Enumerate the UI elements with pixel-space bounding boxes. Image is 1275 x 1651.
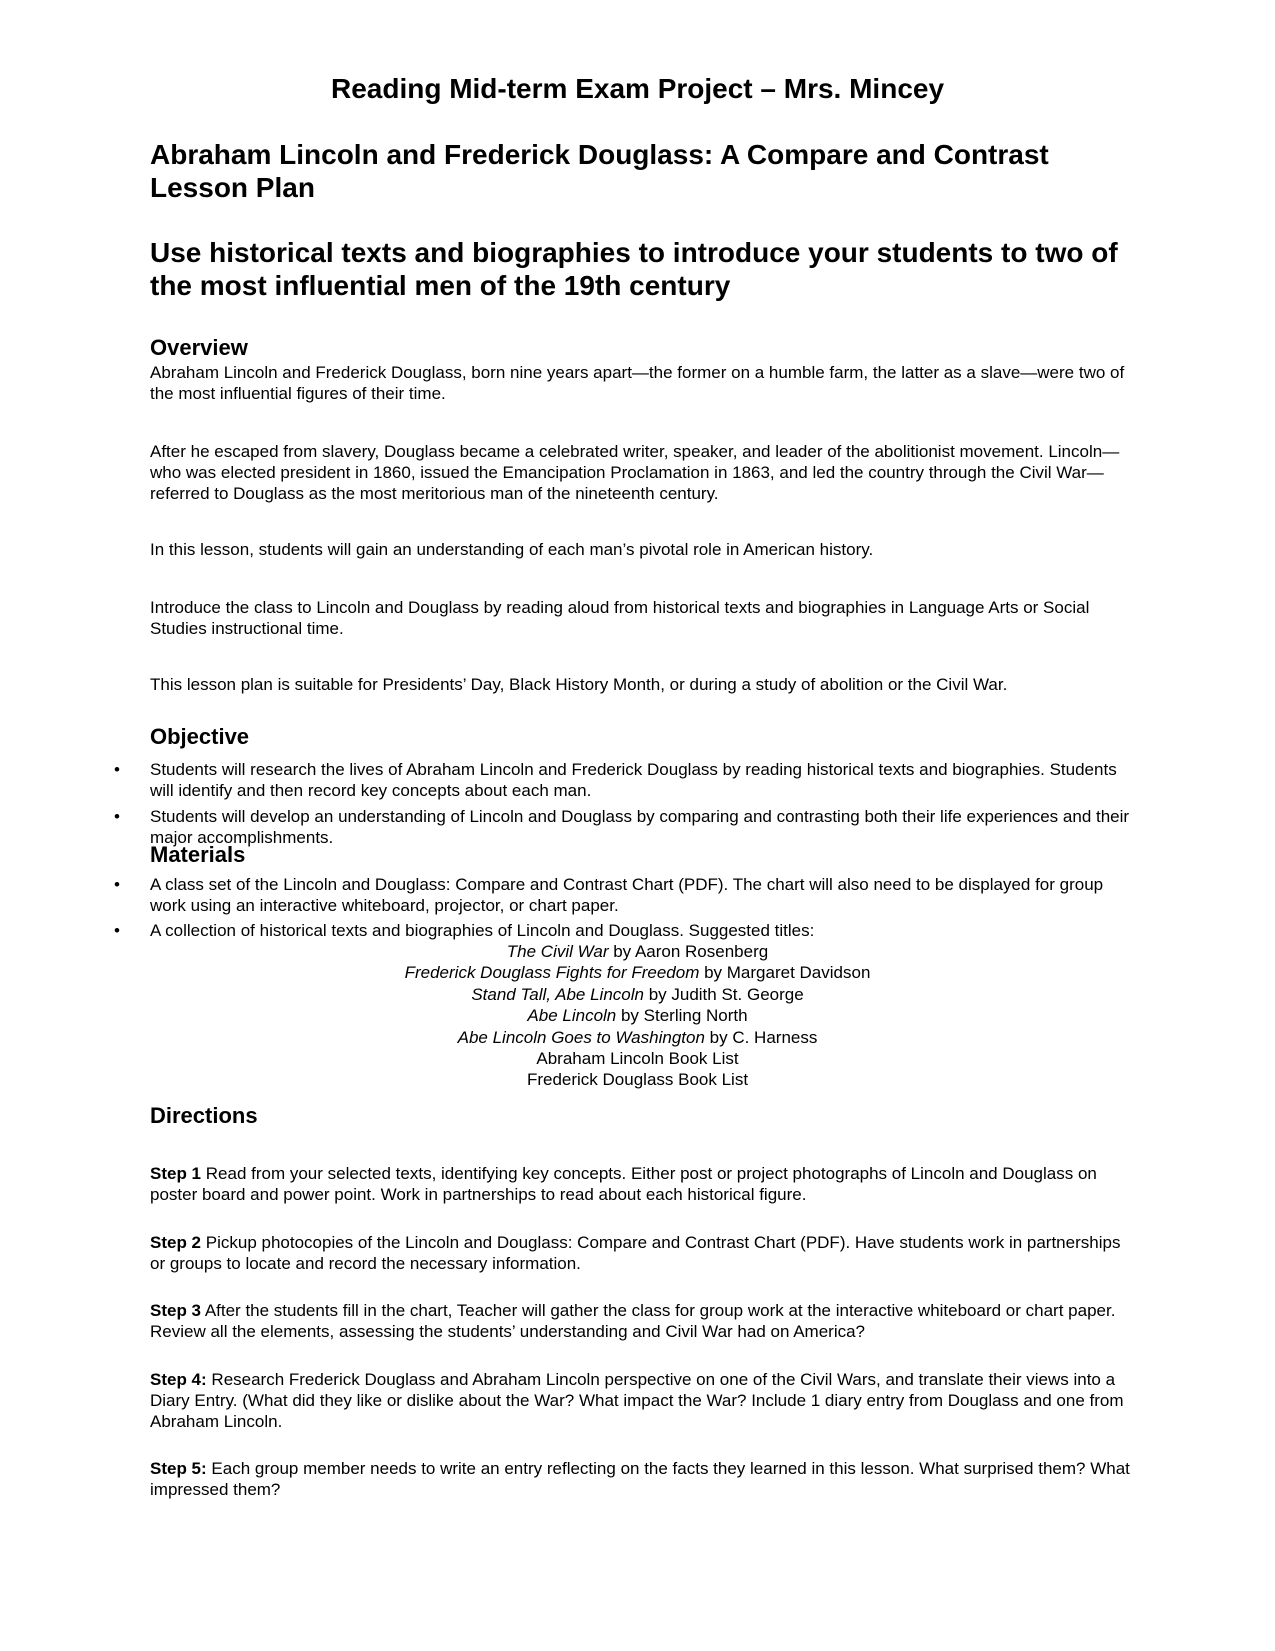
- step-paragraph: [150, 1300, 1130, 1342]
- directions-heading: Directions: [150, 1103, 258, 1128]
- direction-step: [150, 1300, 1130, 1342]
- direction-step: [150, 1369, 1130, 1432]
- book-author: by Margaret Davidson: [699, 963, 871, 983]
- step-text: After the students fill in the chart, Teacher will gather the class for group work at the interactive whiteboard or chart paper. Review all the elements, assessing the students’ understanding and Civil War had on America?: [150, 1301, 1116, 1341]
- book-author: by Aaron Rosenberg: [608, 942, 769, 961]
- materials-bullet: [114, 920, 1130, 941]
- overview-paragraph-2-wrap: [150, 441, 1130, 504]
- book-title: The Civil War: [506, 942, 609, 961]
- direction-step: [150, 1163, 1130, 1205]
- bullet-icon: •: [114, 921, 120, 940]
- step-label: Step 3: [150, 1301, 202, 1320]
- book-list-link: [0, 1048, 1275, 1069]
- lesson-title: Abraham Lincoln and Frederick Douglass: A Compare and Contrast Lesson Plan: [150, 139, 1049, 203]
- directions-section: [150, 1103, 1130, 1129]
- overview-section: [150, 335, 1130, 361]
- suggested-title: [0, 962, 1275, 983]
- book-list-link: [0, 1069, 1275, 1090]
- suggested-title: [0, 1005, 1275, 1026]
- direction-step: [150, 1458, 1130, 1500]
- step-text: Pickup photocopies of the Lincoln and Douglass: Compare and Contrast Chart (PDF). Have students work in partnerships or groups to locate and record the necessary information.: [150, 1233, 1121, 1273]
- suggested-title: [0, 941, 1275, 962]
- step-paragraph: [150, 1369, 1130, 1432]
- overview-paragraph-4-wrap: [150, 597, 1130, 639]
- document-title: Reading Mid-term Exam Project – Mrs. Mincey: [330, 73, 945, 104]
- overview-heading: Overview: [150, 335, 248, 360]
- overview-paragraph: After he escaped from slavery, Douglass became a celebrated writer, speaker, and leader of the abolitionist movement. Lincoln—who was elected president in 1860, issued the Emancipation Proclamation in 1863, and led the country through the Civil War—referred to Douglass as the most meritorious man of the nineteenth century.: [150, 442, 1120, 503]
- step-text: Read from your selected texts, identifying key concepts. Either post or project photographs of Lincoln and Douglass on poster board and power point. Work in partnerships to read about each historical figure.: [150, 1164, 1097, 1204]
- bullet-icon: •: [114, 807, 120, 826]
- step-label: Step 2: [150, 1233, 202, 1252]
- bullet-icon: •: [114, 875, 120, 894]
- step-paragraph: [150, 1163, 1130, 1205]
- book-title: Abe Lincoln Goes to Washington: [457, 1027, 705, 1047]
- step-label: Step 1: [150, 1164, 202, 1183]
- suggested-titles-list: [0, 941, 1275, 1091]
- book-list-label: Frederick Douglass Book List: [526, 1070, 749, 1090]
- materials-bullet-text: A collection of historical texts and biographies of Lincoln and Douglass. Suggested titles:: [150, 921, 815, 940]
- bullet-icon: •: [114, 760, 120, 779]
- step-text: Each group member needs to write an entry reflecting on the facts they learned in this lesson. What surprised them? What impressed them?: [150, 1459, 1130, 1499]
- overview-paragraph-1-wrap: [150, 362, 1130, 404]
- lesson-subtitle: Use historical texts and biographies to introduce your students to two of the most influential men of the 19th century: [150, 237, 1118, 301]
- book-title: Stand Tall, Abe Lincoln: [471, 984, 644, 1004]
- objective-heading: Objective: [150, 724, 250, 749]
- materials-heading: Materials: [150, 842, 246, 867]
- materials-section: [150, 842, 1130, 868]
- step-label: Step 5:: [150, 1459, 207, 1478]
- lesson-subtitle-block: [150, 236, 1130, 302]
- objective-section: [150, 724, 1130, 750]
- step-text: Research Frederick Douglass and Abraham Lincoln perspective on one of the Civil Wars, and translate their views into a Diary Entry. (What did they like or dislike about the War? What impact the War? Include 1 diary entry from Douglass and one from Abraham Lincoln.: [150, 1370, 1124, 1431]
- book-author: by C. Harness: [704, 1027, 818, 1047]
- book-title: Abe Lincoln: [527, 1006, 617, 1026]
- book-list-label: Abraham Lincoln Book List: [536, 1049, 739, 1069]
- objective-bullet-text: Students will research the lives of Abraham Lincoln and Frederick Douglass by reading historical texts and biographies. Students will identify and then record key concepts about each man.: [150, 760, 1117, 800]
- book-title: Frederick Douglass Fights for Freedom: [404, 963, 700, 983]
- materials-bullet-text: A class set of the Lincoln and Douglass: Compare and Contrast Chart (PDF). The chart will also need to be displayed for group work using an interactive whiteboard, projector, or chart paper.: [150, 875, 1104, 915]
- step-label: Step 4:: [150, 1370, 207, 1389]
- overview-paragraph: In this lesson, students will gain an understanding of each man’s pivotal role in American history.: [150, 540, 874, 559]
- step-paragraph: [150, 1232, 1130, 1274]
- overview-paragraph-5-wrap: [150, 674, 1130, 695]
- suggested-title: [0, 984, 1275, 1005]
- direction-step: [150, 1232, 1130, 1274]
- overview-paragraph: Abraham Lincoln and Frederick Douglass, born nine years apart—the former on a humble farm, the latter as a slave—were two of the most influential figures of their time.: [150, 363, 1125, 403]
- step-paragraph: [150, 1458, 1130, 1500]
- book-author: by Sterling North: [616, 1006, 748, 1026]
- objective-bullet-text: Students will develop an understanding of Lincoln and Douglass by comparing and contrasting both their life experiences and their major accomplishments.: [150, 807, 1130, 847]
- objective-bullet: [114, 759, 1130, 801]
- lesson-title-block: [150, 138, 1130, 204]
- suggested-title: [0, 1027, 1275, 1048]
- overview-paragraph-3-wrap: [150, 539, 1130, 560]
- overview-paragraph: This lesson plan is suitable for Presidents’ Day, Black History Month, or during a study of abolition or the Civil War.: [150, 675, 1008, 694]
- book-author: by Judith St. George: [643, 984, 804, 1004]
- materials-bullet: [114, 874, 1130, 916]
- overview-paragraph: Introduce the class to Lincoln and Douglass by reading aloud from historical texts and biographies in Language Arts or Social Studies instructional time.: [150, 598, 1090, 638]
